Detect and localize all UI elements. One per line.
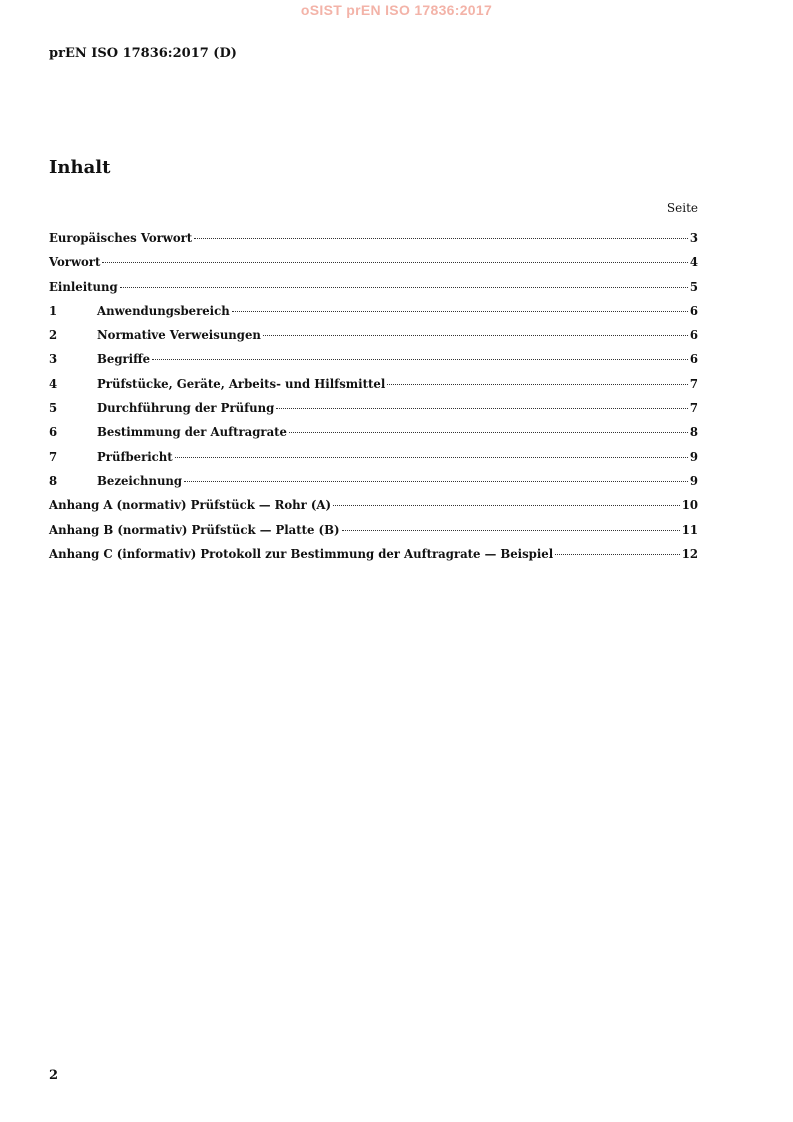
toc-entry-number: 8	[49, 473, 58, 488]
toc-entry[interactable]	[49, 328, 698, 352]
toc-entry[interactable]	[49, 401, 698, 425]
toc-entry-page: 12	[681, 546, 698, 561]
page-title: Inhalt	[49, 157, 111, 178]
toc-entry-number: 7	[49, 449, 58, 464]
toc-entry-number: 1	[49, 303, 58, 318]
toc-entry-number: 2	[49, 328, 58, 343]
toc-entry[interactable]	[49, 474, 698, 498]
dot-leader	[276, 408, 688, 409]
toc-entry-page: 8	[689, 425, 698, 440]
toc-entry-page: 9	[689, 473, 698, 488]
toc-entry-title: Prüfstücke, Geräte, Arbeits- und Hilfsmittel	[97, 376, 386, 391]
toc-entry-number: 6	[49, 425, 58, 440]
toc-entry-title: Anhang A (normativ) Prüfstück — Rohr (A)	[49, 498, 332, 513]
toc-entry[interactable]	[49, 231, 698, 255]
toc-entry[interactable]	[49, 304, 698, 328]
toc-entry-page: 6	[689, 328, 698, 343]
toc-entry-number: 3	[49, 352, 58, 367]
table-of-contents	[49, 231, 698, 571]
toc-entry-title: Normative Verweisungen	[97, 328, 261, 343]
toc-entry-page: 10	[681, 498, 698, 513]
toc-entry-title: Prüfbericht	[97, 449, 173, 464]
dot-leader	[555, 554, 680, 555]
toc-entry-number: 5	[49, 401, 58, 416]
toc-entry-title: Anhang C (informativ) Protokoll zur Bestimmung der Auftragrate — Beispiel	[49, 546, 554, 561]
toc-entry-page: 4	[689, 255, 698, 270]
dot-leader	[120, 287, 688, 288]
toc-entry[interactable]	[49, 450, 698, 474]
toc-entry-title: Anwendungsbereich	[97, 303, 230, 318]
page-number: 2	[49, 1068, 59, 1083]
document-code: prEN ISO 17836:2017 (D)	[49, 46, 237, 61]
toc-entry-page: 7	[689, 376, 698, 391]
toc-entry[interactable]	[49, 377, 698, 401]
toc-entry[interactable]	[49, 547, 698, 571]
toc-entry[interactable]	[49, 523, 698, 547]
toc-entry-page: 7	[689, 401, 698, 416]
toc-entry-title: Einleitung	[49, 279, 118, 294]
dot-leader	[194, 238, 688, 239]
page-column-label: Seite	[666, 201, 698, 215]
toc-entry[interactable]	[49, 352, 698, 376]
toc-entry[interactable]	[49, 425, 698, 449]
toc-entry-page: 6	[689, 352, 698, 367]
dot-leader	[232, 311, 688, 312]
dot-leader	[184, 481, 688, 482]
toc-entry-page: 9	[689, 449, 698, 464]
toc-entry[interactable]	[49, 255, 698, 279]
toc-entry-title: Europäisches Vorwort	[49, 231, 193, 245]
toc-entry[interactable]	[49, 280, 698, 304]
toc-entry-page: 6	[689, 303, 698, 318]
toc-entry-page: 5	[689, 279, 698, 294]
watermark: oSIST prEN ISO 17836:2017	[300, 2, 493, 18]
toc-entry[interactable]	[49, 498, 698, 522]
toc-entry-title: Begriffe	[97, 352, 151, 367]
dot-leader	[263, 335, 688, 336]
toc-entry-title: Vorwort	[49, 255, 101, 270]
dot-leader	[102, 262, 687, 263]
toc-entry-page: 11	[681, 522, 698, 537]
toc-entry-page: 3	[689, 231, 698, 245]
dot-leader	[387, 384, 688, 385]
dot-leader	[175, 457, 688, 458]
dot-leader	[289, 432, 688, 433]
toc-entry-title: Bezeichnung	[97, 473, 183, 488]
dot-leader	[342, 530, 680, 531]
dot-leader	[152, 359, 688, 360]
dot-leader	[333, 505, 680, 506]
toc-entry-title: Anhang B (normativ) Prüfstück — Platte (B)	[49, 522, 340, 537]
toc-entry-title: Durchführung der Prüfung	[97, 401, 275, 416]
toc-entry-number: 4	[49, 376, 58, 391]
toc-entry-title: Bestimmung der Auftragrate	[97, 425, 287, 440]
